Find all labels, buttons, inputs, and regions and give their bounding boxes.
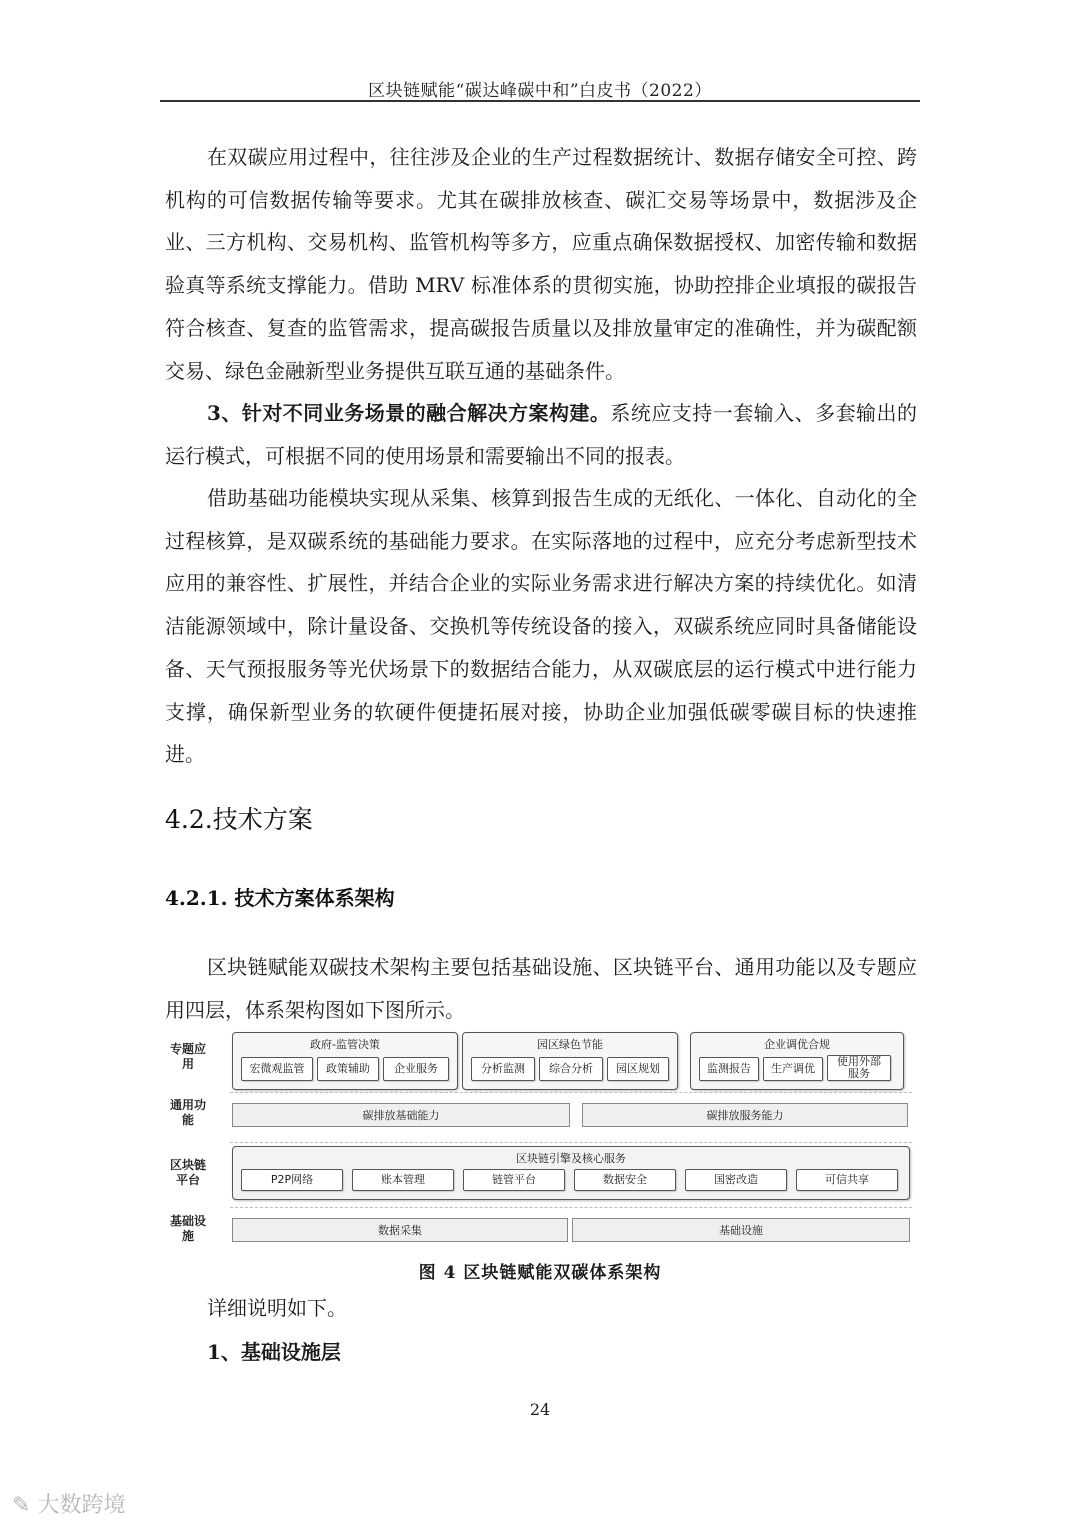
app-group-government — [232, 1032, 458, 1090]
paragraph-architecture-intro: 区块链赋能双碳技术架构主要包括基础设施、区块链平台、通用功能以及专题应用四层，体系架构图如下图所示。 — [165, 955, 917, 1022]
app-group-title: 政府-监管决策 — [310, 1038, 380, 1051]
paragraph-basic-capability: 借助基础功能模块实现从采集、核算到报告生成的无纸化、一体化、自动化的全过程核算，是双碳系统的基础能力要求。在实际落地的过程中，应充分考虑新型技术应用的兼容性、扩展性，并结合企业的实际业务需求进行解决方案的持续优化。如清洁能源领域中，除计量设备、交换机等传统设备的接入，双碳系统应同时具备储能设备、天气预报服务等光伏场景下的数据结合能力，从双碳底层的运行模式中进行能力支撑，确保新型业务的软硬件便捷拓展对接，协助企业加强低碳零碳目标的快速推进。 — [165, 486, 917, 767]
watermark-text: 大数跨境 — [37, 1493, 126, 1518]
app-group-park — [462, 1032, 678, 1090]
page-number: 24 — [529, 1400, 551, 1419]
chain-item: 账本管理 — [352, 1169, 454, 1191]
row-label-common: 通用功能 — [169, 1098, 206, 1127]
subsection-heading: 4.2.1. 技术方案体系架构 — [165, 886, 395, 910]
figure-caption: 图 4 区块链赋能双碳体系架构 — [418, 1263, 662, 1283]
paragraph-fusion-solution — [165, 392, 917, 477]
common-capability-bar: 碳排放服务能力 — [582, 1103, 908, 1127]
chain-item: 可信共享 — [796, 1169, 898, 1191]
common-capability-bar: 碳排放基础能力 — [232, 1103, 570, 1127]
paragraph-fusion-bold: 3、针对不同业务场景的融合解决方案构建。 — [207, 401, 611, 425]
infra-bar: 数据采集 — [232, 1218, 568, 1242]
architecture-diagram — [166, 1028, 912, 1250]
section-heading: 4.2.技术方案 — [165, 805, 313, 834]
chain-item: 链管平台 — [463, 1169, 565, 1191]
row-label-chain: 区块链平台 — [169, 1158, 206, 1187]
row-label-infra: 基础设施 — [169, 1214, 206, 1243]
app-item: 分析监测 — [471, 1057, 535, 1081]
chain-platform-group — [232, 1146, 910, 1200]
app-item: 政策辅助 — [317, 1057, 379, 1081]
app-item: 宏微观监管 — [241, 1057, 313, 1081]
row-label-app: 专题应用 — [169, 1042, 206, 1071]
app-group-title: 园区绿色节能 — [537, 1038, 603, 1051]
app-item: 园区规划 — [607, 1057, 669, 1081]
running-header: 区块链赋能“碳达峰碳中和”白皮书（2022） — [368, 81, 712, 101]
chain-item: 国密改造 — [685, 1169, 787, 1191]
paragraph-data-security: 在双碳应用过程中，往往涉及企业的生产过程数据统计、数据存储安全可控、跨机构的可信数据传输等要求。尤其在碳排放核查、碳汇交易等场景中，数据涉及企业、三方机构、交易机构、监管机构等多方，应重点确保数据授权、加密传输和数据验真等系统支撑能力。借助 MRV 标准体系的贯彻实施，协助控排企业填报的碳报告符合核查、复查的监管需求，提高碳报告质量以及排放量审定的准确性，并为碳配额交易、绿色金融新型业务提供互联互通的基础条件。 — [165, 145, 917, 383]
watermark-logo-icon: ✎ — [12, 1493, 31, 1518]
chain-platform-title: 区块链引擎及核心服务 — [516, 1152, 626, 1165]
app-group-enterprise — [690, 1032, 904, 1090]
infra-bar: 基础设施 — [572, 1218, 910, 1242]
app-item: 综合分析 — [539, 1057, 603, 1081]
app-item: 监测报告 — [699, 1057, 759, 1081]
app-item: 使用外部服务 — [827, 1055, 891, 1081]
watermark — [12, 1488, 125, 1519]
layer-title-infrastructure: 1、基础设施层 — [207, 1340, 341, 1364]
row-separator — [230, 1207, 912, 1208]
app-item: 生产调优 — [763, 1057, 823, 1081]
chain-item: 数据安全 — [574, 1169, 676, 1191]
header-rule — [160, 100, 920, 102]
paragraph-fusion-text: 系统应支持一套输入、多套输出的运行模式，可根据不同的使用场景和需要输出不同的报表。 — [165, 401, 917, 468]
chain-item: P2P网络 — [241, 1169, 343, 1191]
app-item: 企业服务 — [383, 1057, 449, 1081]
detail-text: 详细说明如下。 — [207, 1296, 347, 1320]
app-group-title: 企业调优合规 — [764, 1038, 830, 1051]
row-separator — [230, 1142, 912, 1143]
row-separator — [230, 1092, 912, 1093]
